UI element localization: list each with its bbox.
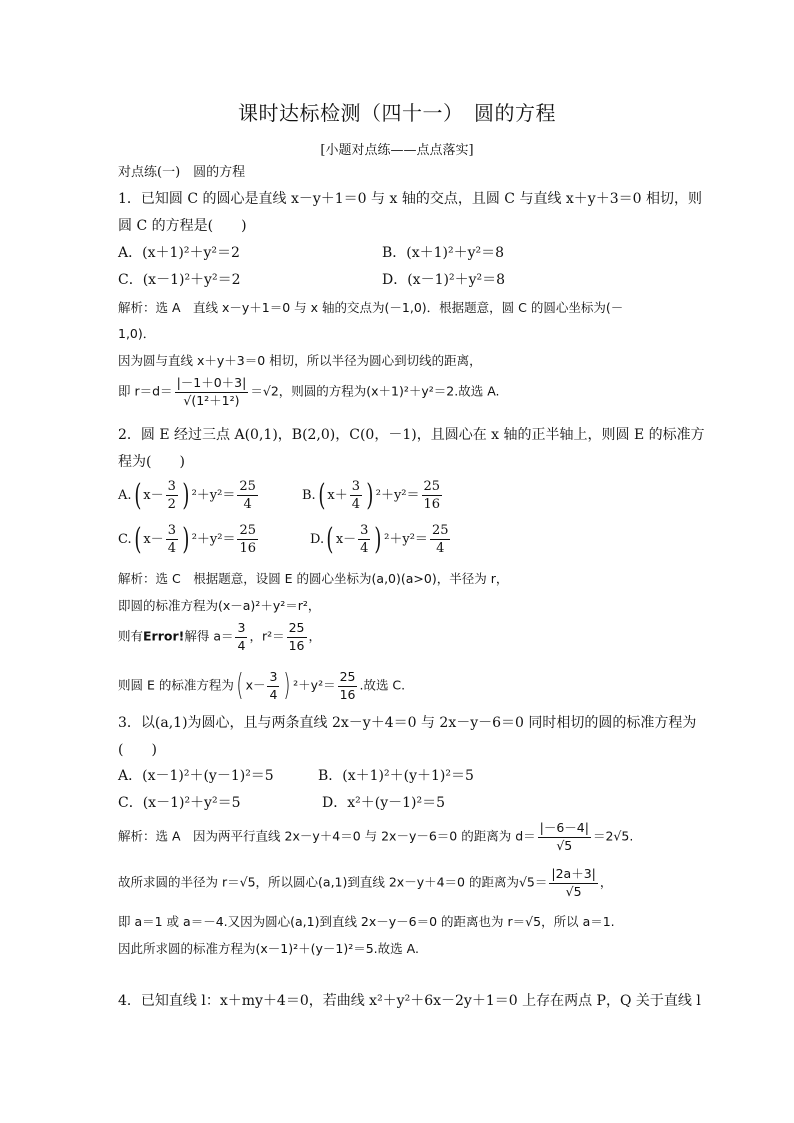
q1-solution-line3: 因为圆与直线 x＋y＋3＝0 相切，所以半径为圆心到切线的距离，: [118, 353, 482, 368]
expr: ，: [308, 628, 322, 644]
fraction-numerator: 3: [235, 622, 247, 638]
fraction: [430, 524, 451, 555]
fraction: [350, 480, 362, 511]
expr: x－: [335, 532, 357, 547]
q2-solution-line4: [118, 668, 406, 703]
fraction-numerator: |－6－4|: [538, 822, 591, 838]
fraction-denominator: 16: [423, 497, 441, 512]
q1-solution-line1: 解析：选 A 直线 x－y＋1＝0 与 x 轴的交点为(－1,0)．根据题意，圆 C 的圆心坐标为(－: [118, 300, 624, 315]
page-title: 课时达标检测（四十一） 圆的方程: [238, 101, 556, 125]
q2-solution-line3: [118, 622, 321, 652]
fraction-denominator: √5: [556, 837, 573, 853]
q1-option-a: A．(x＋1)²＋y²＝2: [118, 245, 240, 261]
fraction-numerator: 25: [431, 523, 449, 538]
q3-solution-line1: [118, 822, 633, 852]
expr: ²＋y²＝: [384, 532, 428, 547]
fraction-denominator: 4: [237, 637, 246, 653]
expr: 故所求圆的半径为 r＝√5，所以圆心(a,1)到直线 2x－y＋4＝0 的距离为√5＝: [118, 874, 548, 890]
q1-option-d: D．(x－1)²＋y²＝8: [382, 272, 505, 288]
expr: .故选 C.: [359, 677, 406, 693]
expr: 解得 a＝: [184, 628, 234, 644]
fraction-denominator: √5: [565, 883, 582, 899]
fraction-numerator: |2a＋3|: [549, 868, 598, 884]
expr: x－: [143, 488, 164, 503]
fraction: [166, 480, 178, 511]
right-paren: ): [182, 521, 190, 557]
fraction-numerator: 25: [239, 523, 257, 538]
expr: 解析：选 A 因为两平行直线 2x－y＋4＝0 与 2x－y－6＝0 的距离为 d＝: [118, 828, 536, 844]
q1-option-b: B．(x＋1)²＋y²＝8: [382, 245, 505, 261]
q3-option-a: A．(x－1)²＋(y－1)²＝5: [118, 768, 274, 784]
option-label: D.: [310, 532, 325, 547]
fraction-numerator: 3: [267, 671, 279, 687]
expr: 则圆 E 的标准方程为: [118, 677, 234, 693]
expr: ，r²＝: [249, 628, 285, 644]
right-paren: ): [182, 477, 190, 513]
expr: ²＋y²＝: [375, 488, 420, 503]
option-label: A.: [118, 488, 132, 503]
fraction-denominator: 2: [167, 497, 176, 512]
fraction-numerator: 3: [360, 523, 369, 538]
q1-stem-line2: 圆 C 的方程是( ): [118, 218, 247, 234]
fraction: [267, 671, 279, 701]
q2-option-d: [310, 521, 452, 557]
q4-stem-line1: 4．已知直线 l：x＋my＋4＝0，若曲线 x²＋y²＋6x－2y＋1＝0 上存在两点 P，Q 关于直线 l: [118, 993, 701, 1009]
fraction-numerator: 25: [338, 671, 358, 687]
fraction-denominator: 4: [436, 541, 445, 556]
fraction-numerator: 3: [167, 479, 176, 494]
option-label: B.: [302, 488, 316, 503]
q2-solution-line1: 解析：选 C 根据题意，设圆 E 的圆心坐标为(a,0)(a>0)，半径为 r，: [118, 571, 509, 586]
q2-solution-line2: 即圆的标准方程为(x－a)²＋y²＝r²，: [118, 598, 321, 613]
q1-stem-line1: 1．已知圆 C 的圆心是直线 x－y＋1＝0 与 x 轴的交点，且圆 C 与直线 x＋y＋3＝0 相切，则: [118, 191, 702, 207]
error-marker: Error!: [143, 628, 185, 644]
q3-option-c: C．(x－1)²＋y²＝5: [118, 795, 241, 811]
q3-stem-line1: 3．以(a,1)为圆心，且与两条直线 2x－y＋4＝0 与 2x－y－6＝0 同时相切的圆的标准方程为: [118, 715, 697, 731]
q2-option-c: [118, 521, 260, 557]
left-paren: (: [133, 477, 141, 513]
fraction-denominator: 16: [288, 637, 305, 653]
expr: x－: [245, 677, 266, 693]
q3-option-b: B．(x＋1)²＋(y＋1)²＝5: [318, 768, 474, 784]
fraction-denominator: 4: [269, 686, 278, 702]
expr: ＝2√5.: [592, 828, 634, 844]
q1-solution-line2: 1,0)．: [118, 326, 156, 341]
fraction-denominator: √(1²＋1²): [183, 392, 240, 408]
expr: ²＋y²＝: [191, 532, 236, 547]
fraction: [287, 622, 307, 652]
expr: ²＋y²＝: [293, 677, 336, 693]
expr: x－: [143, 532, 164, 547]
fraction: [237, 524, 258, 555]
q3-stem-line2: ( ): [118, 742, 157, 758]
left-paren: (: [318, 477, 326, 513]
fraction-denominator: 4: [360, 541, 369, 556]
q1-sol-text: 即 r＝d＝: [118, 383, 173, 399]
fraction: [166, 524, 178, 555]
q1-option-c: C．(x－1)²＋y²＝2: [118, 272, 241, 288]
q1-distance-fraction: [175, 377, 249, 407]
right-paren: ): [283, 668, 291, 703]
q1-solution-line4: [118, 377, 500, 407]
q2-stem-line2: 程为( ): [118, 454, 185, 470]
right-paren: ): [374, 521, 382, 557]
fraction-denominator: 16: [239, 541, 257, 556]
left-paren: (: [133, 521, 141, 557]
fraction: [422, 480, 443, 511]
q3-solution-line4: 因此所求圆的标准方程为(x－1)²＋(y－1)²＝5.故选 A.: [118, 941, 419, 956]
q2-option-a: [118, 477, 260, 513]
fraction-numerator: 25: [423, 479, 441, 494]
fraction: [338, 671, 358, 701]
fraction-denominator: 4: [167, 541, 176, 556]
q2-stem-line1: 2．圆 E 经过三点 A(0,1)，B(2,0)，C(0，－1)，且圆心在 x 轴的正半轴上，则圆 E 的标准方: [118, 427, 705, 443]
fraction-numerator: 25: [239, 479, 256, 494]
q3-option-d: D．x²＋(y－1)²＝5: [322, 795, 445, 811]
left-paren: (: [236, 668, 244, 703]
fraction-numerator: |－1＋0＋3|: [175, 377, 249, 393]
fraction-denominator: 4: [351, 497, 361, 512]
expr: 则有: [118, 628, 144, 644]
expr: x＋: [327, 488, 348, 503]
fraction: [358, 524, 370, 555]
fraction: [538, 822, 591, 852]
left-paren: (: [326, 521, 334, 557]
q3-solution-line3: 即 a＝1 或 a＝－4.又因为圆心(a,1)到直线 2x－y－6＝0 的距离也为 r＝√5，所以 a＝1.: [118, 914, 615, 929]
expr: ²＋y²＝: [191, 488, 236, 503]
fraction-denominator: 4: [243, 497, 252, 512]
right-paren: ): [366, 477, 374, 513]
q1-sol-text: ＝√2，则圆的方程为(x＋1)²＋y²＝2.故选 A.: [250, 383, 500, 399]
q2-option-b: [302, 477, 444, 513]
fraction: [235, 622, 247, 652]
expr: ，: [599, 874, 613, 890]
fraction-denominator: 16: [339, 686, 356, 702]
option-label: C.: [118, 532, 132, 547]
fraction-numerator: 3: [351, 479, 361, 494]
page-subtitle: [小题对点练——点点落实]: [320, 143, 474, 158]
fraction: [237, 480, 258, 511]
fraction-numerator: 3: [167, 523, 176, 538]
fraction-numerator: 25: [287, 622, 307, 638]
q3-solution-line2: [118, 868, 612, 898]
section-heading: 对点练(一) 圆的方程: [118, 165, 246, 180]
fraction: [549, 868, 598, 898]
